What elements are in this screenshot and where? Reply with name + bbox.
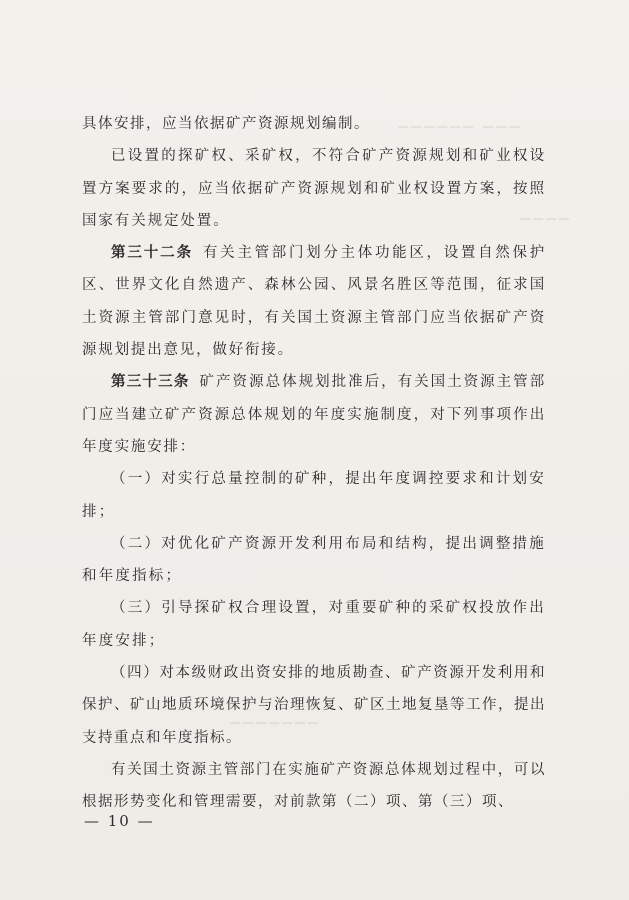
paragraph — [82, 140, 546, 237]
list-item-text: （一）对实行总量控制的矿种，提出年度调控要求和计划安排； — [82, 471, 546, 520]
list-item — [82, 657, 546, 754]
list-item — [82, 463, 546, 528]
list-item-text: （三）引导探矿权合理设置，对重要矿种的采矿权投放作出年度安排； — [82, 600, 546, 649]
article-33 — [82, 366, 546, 463]
paragraph-text: 具体安排，应当依据矿产资源规划编制。 — [82, 116, 370, 132]
article-text: 有关主管部门划分主体功能区，设置自然保护区、世界文化自然遗产、森林公园、风景名胜区等范围，征求国土资源主管部门意见时，有关国土资源主管部门应当依据矿产资源规划提出意见，做好衔接。 — [82, 245, 547, 359]
paragraph — [82, 754, 546, 819]
bleed-through-text: ▁▁▁▁ — [520, 206, 572, 221]
page-number: — 10 — — [84, 812, 155, 830]
document-body — [82, 108, 546, 819]
paragraph-continuation — [82, 108, 546, 140]
article-label: 第三十三条 — [111, 374, 190, 391]
article-text: 矿产资源总体规划批准后，有关国土资源主管部门应当建立矿产资源总体规划的年度实施制度，对下列事项作出年度实施安排： — [82, 374, 546, 455]
list-item-text: （二）对优化矿产资源开发利用布局和结构，提出调整措施和年度指标； — [82, 535, 546, 585]
list-item-text: （四）对本级财政出资安排的地质勘查、矿产资源开发利用和保护、矿山地质环境保护与治理恢复、矿区土地复垦等工作，提出支持重点和年度指标。 — [82, 665, 546, 746]
list-item — [82, 528, 546, 593]
article-label: 第三十二条 — [111, 245, 193, 262]
list-item — [82, 592, 546, 657]
paragraph-text: 有关国土资源主管部门在实施矿产资源总体规划过程中，可以根据形势变化和管理需要，对前款第（二）项、第（三）项、 — [82, 761, 546, 811]
bleed-through-text: ▁▁▁▁▁▁ ▁▁▁ — [398, 114, 523, 129]
article-32 — [82, 237, 546, 366]
bleed-through-text: ▁▁▁▁▁▁▁ — [230, 710, 321, 725]
paragraph-text: 已设置的探矿权、采矿权，不符合矿产资源规划和矿业权设置方案要求的，应当依据矿产资源规划和矿业权设置方案，按照国家有关规定处置。 — [82, 148, 546, 229]
